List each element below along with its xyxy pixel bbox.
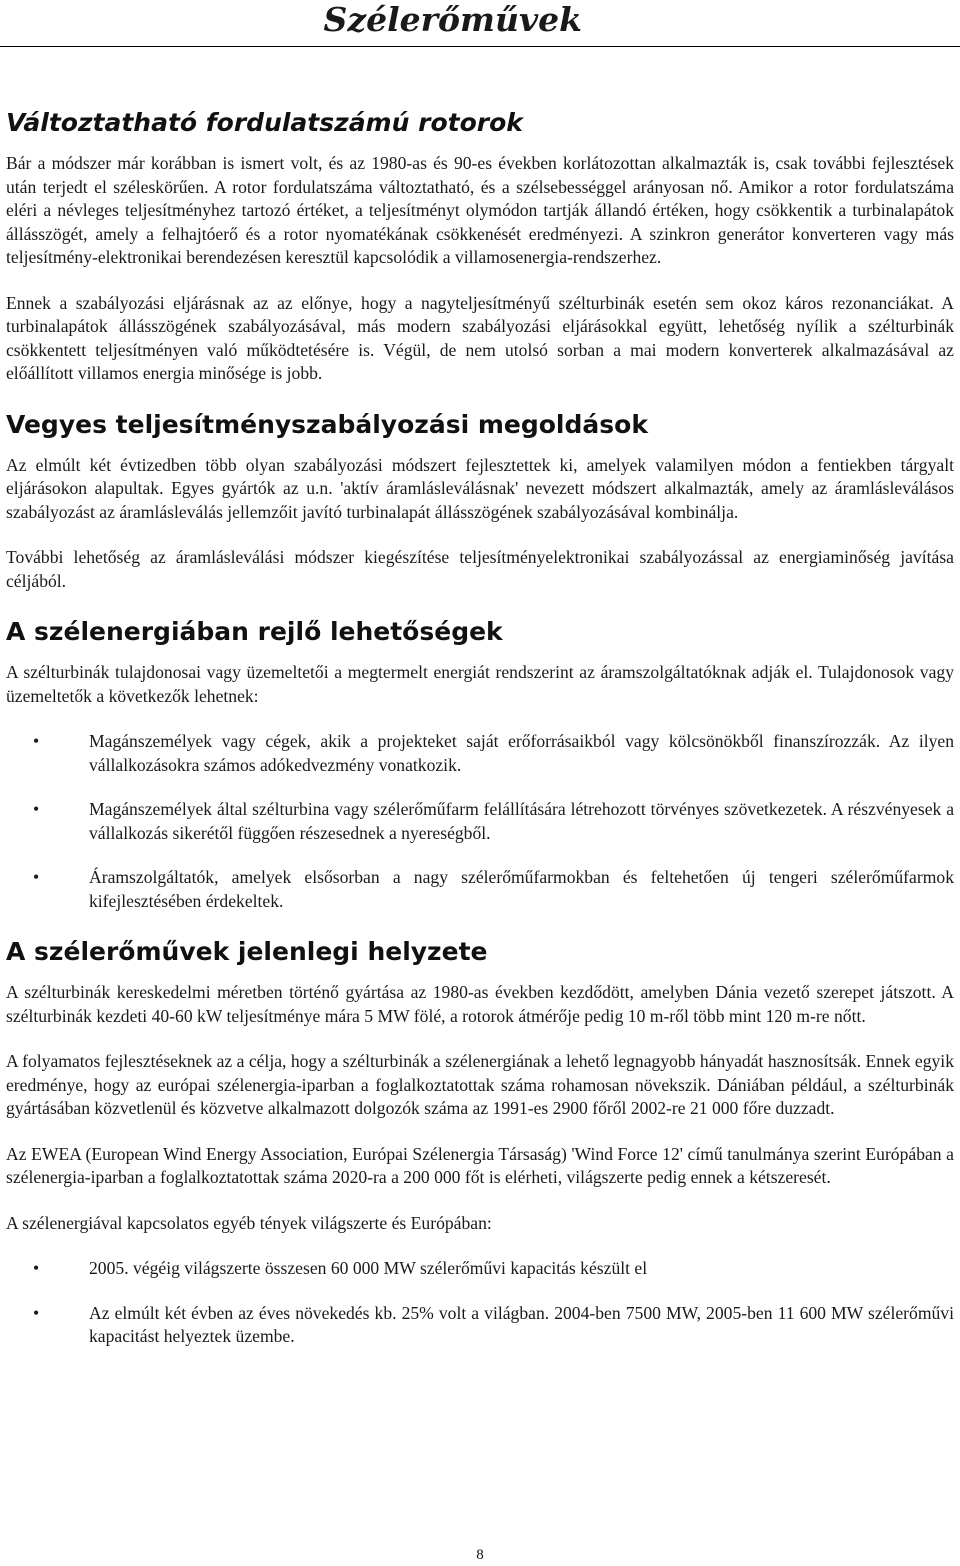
list-item-text: Az elmúlt két évben az éves növekedés kb. 25% volt a világban. 2004-ben 7500 MW, 2005-ben 11 600 MW szélerőművi kapacitást helyeztek üzembe. [89, 1302, 954, 1346]
paragraph: A szélturbinák tulajdonosai vagy üzemeltetői a megtermelt energiát rendszerint az áramszolgáltatóknak adják el. Tulajdonosok vagy üzemeltetők a következők lehetnek: [6, 662, 954, 706]
section-heading: Változtatható fordulatszámú rotorok [6, 108, 523, 137]
paragraph: Ennek a szabályozási eljárásnak az az előnye, hogy a nagyteljesítményű szélturbinák esetén sem okoz káros rezonanciákat. A turbinalapátok állásszögének szabályozásával, más modern szabályozási eljárásokkal együtt, lehetőség nyílik a szélturbinák csökkentett teljesítményen való működtetésére is. Végül, de nem utolsó sorban a mai modern konverterek alkalmazásával az előállított villamos energia minősége is jobb. [6, 292, 954, 383]
paragraph: Bár a módszer már korábban is ismert volt, és az 1980-as és 90-es években korlátozottan alkalmazták is, csak további fejlesztések után terjedt el széleskörűen. A rotor fordulatszáma változtatható, és a szélsebességgel arányosan nő. Amikor a rotor fordulatszáma eléri a névleges teljesítményhez tartozó értéket, a teljesítményt olymódon tartják állandó értéken, hogy csökkentik a turbinalapátok állásszögét, amely a felhajtóerő és a rotor nyomatékának csökkenését eredményezi. A szinkron generátor konverteren vagy más teljesítmény-elektronikai berendezésen keresztül kapcsolódik a villamosenergia-rendszerhez. [6, 153, 954, 267]
section-heading: A szélenergiában rejlő lehetőségek [6, 617, 503, 646]
section-heading: Vegyes teljesítményszabályozási megoldások [6, 409, 648, 439]
paragraph: A szélturbinák kereskedelmi méretben történő gyártása az 1980-as években kezdődött, amelyben Dánia vezető szerepet játszott. A szélturbinák kezdeti 40-60 kW teljesítménye mára 5 MW fölé, a rotorok átmérője pedig 10 m-ről több mint 120 m-re nőtt. [6, 982, 954, 1026]
section-rotorok [6, 106, 954, 386]
list-item [6, 730, 954, 777]
list-item [6, 1257, 954, 1281]
paragraph: Az EWEA (European Wind Energy Association, Európai Szélenergia Társaság) 'Wind Force 12' című tanulmánya szerint Európában a szélenergia-iparban a foglalkoztatottak száma 2020-ra a 200 000 főt is elérheti, világszerte pedig ennek a kétszeresét. [6, 1143, 954, 1187]
section-lehetosegek [6, 615, 954, 913]
bullet-icon: • [33, 799, 40, 819]
list-item-text: 2005. végéig világszerte összesen 60 000 MW szélerőművi kapacitás készült el [89, 1258, 648, 1278]
section-jelenlegi-helyzet [6, 935, 954, 1349]
bullet-icon: • [33, 1258, 40, 1278]
bullet-icon: • [33, 867, 40, 887]
list-item [6, 866, 954, 913]
list-item-text: Áramszolgáltatók, amelyek elsősorban a nagy szélerőműfarmokban és feltehetően új tengeri szélerőműfarmok kifejlesztésében érdekeltek. [89, 867, 954, 911]
page-number: 8 [476, 1547, 484, 1563]
bullet-icon: • [33, 731, 40, 751]
paragraph: A szélenergiával kapcsolatos egyéb tények világszerte és Európában: [6, 1212, 492, 1233]
list-item [6, 1302, 954, 1349]
bullet-list [6, 1257, 954, 1349]
paragraph: A folyamatos fejlesztéseknek az a célja, hogy a szélturbinák a szélenergiának a lehető legnagyobb hányadát hasznosítsák. Ennek egyik eredménye, hogy az európai szélenergia-iparban a foglalkoztatottak száma rohamosan növekszik. Dániában például, a szélturbinák gyártásában közvetlenül és közvetve alkalmazott dolgozók száma az 1991-es 2900 főről 2002-re 21 000 főre duzzadt. [6, 1051, 954, 1118]
list-item-text: Magánszemélyek vagy cégek, akik a projekteket saját erőforrásaikból vagy kölcsönökből finanszírozzák. Az ilyen vállalkozásokra számos adókedvezmény vonatkozik. [89, 731, 954, 775]
paragraph: További lehetőség az áramlásleválási módszer kiegészítése teljesítményelektronikai szabályozással az energiaminőség javítása céljából. [6, 547, 954, 591]
section-heading: A szélerőművek jelenlegi helyzete [6, 937, 488, 966]
paragraph: Az elmúlt két évtizedben több olyan szabályozási módszert fejlesztettek ki, amelyek valamilyen módon a fentiekben tárgyalt eljárásokon alapultak. Egyes gyártók az u.n. 'aktív áramlásleválásnak' nevezett módszert alkalmazták, amely az áramlásleválásos szabályozást az áramlásleválás jellemzőit javító turbinalapát állásszögének szabályozásával kombinálja. [6, 454, 954, 522]
page-content [6, 106, 954, 1371]
list-item [6, 798, 954, 845]
bullet-list [6, 730, 954, 913]
bullet-icon: • [33, 1302, 40, 1323]
list-item-text: Magánszemélyek által szélturbina vagy szélerőműfarm felállítására létrehozott törvényes szövetkezetek. A részvényesek a vállalkozás sikerétől függően részesednek a nyereségből. [89, 799, 954, 843]
section-vegyes [6, 408, 954, 594]
running-title: Szélerőművek [323, 0, 582, 39]
header-rule [0, 46, 960, 47]
